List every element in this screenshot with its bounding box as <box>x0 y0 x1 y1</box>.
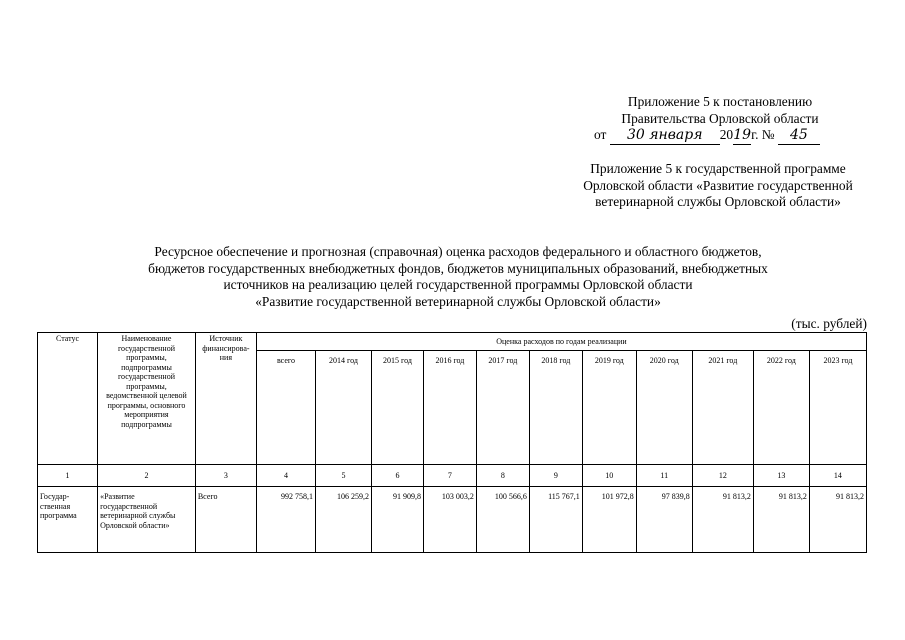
appendix-program-line2: Орловской области «Развитие государственной <box>583 177 853 193</box>
column-number: 8 <box>476 465 529 487</box>
value-2020: 97 839,8 <box>636 487 692 553</box>
column-number: 13 <box>753 465 809 487</box>
column-number: 3 <box>195 465 256 487</box>
appendix-program-block <box>548 161 888 211</box>
year-header-2014: 2014 год <box>316 351 372 465</box>
column-number: 12 <box>692 465 753 487</box>
date-prefix: от <box>594 127 607 142</box>
year-header-2020: 2020 год <box>636 351 692 465</box>
value-2018: 115 767,1 <box>529 487 582 553</box>
handwritten-date-text: 30 января <box>626 127 703 143</box>
year-header-2019: 2019 год <box>582 351 636 465</box>
handwritten-year <box>733 127 751 145</box>
value-2023: 91 813,2 <box>809 487 866 553</box>
title-line4: «Развитие государственной ветеринарной службы Орловской области» <box>255 293 661 309</box>
value-2015: 91 909,8 <box>372 487 424 553</box>
value-2014: 106 259,2 <box>316 487 372 553</box>
title-line1: Ресурсное обеспечение и прогнозная (справочная) оценка расходов федерального и областного бюджетов, <box>154 244 762 259</box>
appendix-decree-line2: Правительства Орловской области <box>621 110 819 126</box>
year-suffix: г. № <box>751 127 775 142</box>
column-number: 5 <box>316 465 372 487</box>
value-2019: 101 972,8 <box>582 487 636 553</box>
year-header-total: всего <box>256 351 315 465</box>
column-number: 2 <box>98 465 196 487</box>
year-header-2023: 2023 год <box>809 351 866 465</box>
column-number: 10 <box>582 465 636 487</box>
handwritten-number <box>778 127 820 145</box>
title-line3: источников на реализацию целей государственной программы Орловской области <box>223 277 693 292</box>
header-status: Статус <box>38 333 98 465</box>
value-2022: 91 813,2 <box>753 487 809 553</box>
column-number: 11 <box>636 465 692 487</box>
handwritten-number-text: 45 <box>790 127 808 143</box>
value-2021: 91 813,2 <box>692 487 753 553</box>
handwritten-date <box>610 127 720 145</box>
value-2016: 103 003,2 <box>423 487 476 553</box>
appendix-decree-block <box>560 94 880 145</box>
value-total: 992 758,1 <box>256 487 315 553</box>
row-status: Государ-ственная программа <box>38 487 98 553</box>
units-label: (тыс. рублей) <box>791 316 867 331</box>
appendix-program-line3: ветеринарной службы Орловской области» <box>595 194 841 209</box>
appendix-decree-date-line <box>560 127 880 145</box>
handwritten-year-text: 19 <box>733 127 752 143</box>
appendix-decree-line1: Приложение 5 к постановлению <box>627 94 813 109</box>
year-prefix: 20 <box>719 127 734 142</box>
header-estimate: Оценка расходов по годам реализации <box>256 333 866 351</box>
year-header-2018: 2018 год <box>529 351 582 465</box>
column-number: 1 <box>38 465 98 487</box>
header-source: Источник финансирова-ния <box>195 333 256 465</box>
year-header-2015: 2015 год <box>372 351 424 465</box>
column-number: 6 <box>372 465 424 487</box>
row-source: Всего <box>195 487 256 553</box>
column-number: 9 <box>529 465 582 487</box>
column-number-row <box>38 465 867 487</box>
appendix-program-line1: Приложение 5 к государственной программе <box>590 161 846 176</box>
row-name: «Развитие государственной ветеринарной службы Орловской области» <box>98 487 196 553</box>
header-name: Наименование государственной программы, подпрограммы государственной программы, ведомственной целевой программы, основного мероприятия подпрограммы <box>98 333 196 465</box>
year-header-2022: 2022 год <box>753 351 809 465</box>
column-number: 4 <box>256 465 315 487</box>
resource-table <box>37 332 867 553</box>
table-row <box>38 487 867 553</box>
value-2017: 100 566,6 <box>476 487 529 553</box>
header-row-top <box>38 333 867 351</box>
year-header-2021: 2021 год <box>692 351 753 465</box>
column-number: 14 <box>809 465 866 487</box>
year-header-2017: 2017 год <box>476 351 529 465</box>
document-title <box>45 244 871 310</box>
year-header-2016: 2016 год <box>423 351 476 465</box>
column-number: 7 <box>423 465 476 487</box>
title-line2: бюджетов государственных внебюджетных фондов, бюджетов муниципальных образований, внебюджетных <box>148 260 768 276</box>
